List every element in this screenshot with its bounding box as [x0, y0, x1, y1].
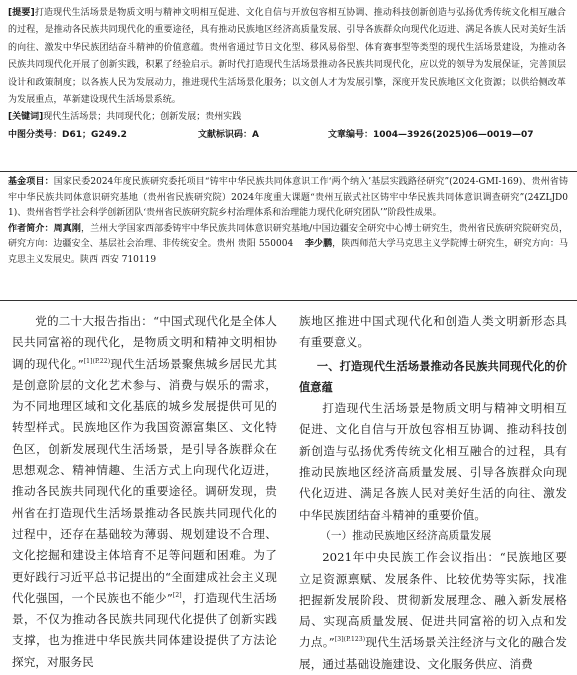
- author-info-1: ，兰州大学国家西部委铸牢中华民族共同体意识研究基地/中国边疆安全研究中心博士研究生，贵州省民族研究院研究员，研究方向：边疆安全、基层社会治理、非传统安全。贵州 贵阳 550004: [8, 223, 568, 250]
- keywords-text: 现代生活场景；共同现代化；创新发展；贵州实践: [43, 112, 242, 123]
- body-text: 2021年中央民族工作会议指出：“民族地区要立足资源禀赋、发展条件、比较优势等实际，找准把握新发展阶段、贯彻新发展理念、融入新发展格局、实现高质量发展、促进共同富裕的切入点和发力点。”: [299, 550, 567, 650]
- author-name-1: 周真刚: [53, 223, 82, 234]
- author-info-2: ，陕西师范大学马克思主义学院博士研究生，研究方向：马克思主义发展史。陕西 西安 710119: [8, 239, 568, 265]
- abstract-label: [提要]: [8, 8, 35, 18]
- body-column-left: [12, 311, 277, 673]
- author-name-2: 李少鹏: [304, 239, 333, 250]
- footnote-divider: [0, 300, 577, 301]
- fund-text: 国家民委2024年度民族研究委托项目“铸牢中华民族共同体意识工作‘两个纳入’基层实践路径研究”(2024-GMI-169)、贵州省铸牢中华民族共同体意识研究基地（贵州省民族研究院）2024年度重大课题“贵州互嵌式社区铸牢中华民族共同体意识调查研究”(24ZLJD01)、贵州省哲学社会科学创新团队‘贵州省民族研究院乡村治理体系和治理能力现代化研究团队’”阶段性成果。: [8, 177, 568, 219]
- article-number: 文章编号：1004—3926(2025)06—0019—07: [328, 130, 534, 141]
- abstract-section: [8, 5, 566, 143]
- body-paragraph: [299, 547, 567, 675]
- abstract-text: 打造现代生活场景是物质文明与精神文明相互促进、文化自信与开放包容相互协调、推动科技创新创造与弘扬优秀传统文化相互融合的过程，是推动各民族共同现代化的重要途径，具有推动民族地区经济高质量发展、引导各族群众向现代化迈进、满足各族人民对美好生活的向往、激发中华民族团结奋斗精神的价值意蕴。贵州省通过节日文化型、移风易俗型、体育赛事型等类型的现代生活场景建设，为推动各民族共同现代化开展了创新实践，积累了经验启示。新时代打造现代生活场景推动各民族共同现代化，应以党的领导为发展保证，完善顶层设计和政策制度；以各族人民为发展动力，推进现代生活场景化服务；以文创人才为发展引擎，深度开发民族地区文化资源；以供给侧改革为发展重点，革新建设现代生活场景系统。: [8, 8, 566, 106]
- footnote-section: [8, 175, 568, 269]
- classification-row: [8, 127, 566, 143]
- abstract-paragraph: [8, 5, 566, 109]
- section-heading: 一、打造现代生活场景推动各民族共同现代化的价值意蕴: [299, 359, 567, 394]
- header-divider: [0, 171, 577, 172]
- citation: [2]: [172, 592, 182, 599]
- body-paragraph: 打造现代生活场景是物质文明与精神文明相互促进、文化自信与开放包容相互协调、推动科技创新创造与弘扬优秀传统文化相互融合的过程，具有推动民族地区经济高质量发展、引导各族群众向现代化迈进、满足各族人民对美好生活的向往、激发中华民族团结奋斗精神的重要价值。: [299, 401, 567, 522]
- fund-paragraph: [8, 175, 568, 222]
- document-code: 文献标识码：A: [198, 130, 259, 141]
- body-column-right: [299, 311, 567, 675]
- body-paragraph: 族地区推进中国式现代化和创造人类文明新形态具有重要意义。: [299, 314, 567, 350]
- author-label: 作者简介：: [8, 223, 54, 234]
- citation: [1](P.22): [83, 357, 111, 365]
- body-text: ，打造现代生活场景，不仅为推动各民族共同现代化提供了创新实践支撑，也为推进中华民族共同体建设提供了方法论探究，对服务民: [12, 590, 277, 669]
- keywords-row: [8, 109, 566, 126]
- citation: [3](P.123): [334, 636, 366, 644]
- keywords-label: [关键词]: [8, 112, 44, 123]
- body-text: 现代生活场景关注经济与文化的融合发展，通过基础设施建设、文化服务供应、消费: [299, 635, 568, 671]
- clc-number: 中图分类号：D61；G249.2: [8, 130, 127, 141]
- subsection-heading: （一）推动民族地区经济高质量发展: [320, 529, 492, 542]
- author-paragraph: [8, 222, 568, 269]
- body-text: 党的二十大报告指出：“中国式现代化是全体人民共同富裕的现代化，是物质文明和精神文明相协调的现代化。”: [12, 314, 277, 371]
- body-text: 现代生活场景聚焦城乡居民尤其是创意阶层的文化艺术参与、消费与娱乐的需求，为不同地理区域和文化基底的城乡发展提供可见的转型样式。民族地区作为我国资源富集区、文化特色区，创新发展现代生活场景，是引导各族群众在思想观念、精神情趣、生活方式上向现代化迈进，推动各民族共同现代化的重要途径。调研发现，贵州省在打造现代生活场景推动各民族共同现代化的过程中，还存在基础较为薄弱、规划建设不合理、文化挖掘和建设主体培育不足等问题和困难。为了更好践行习近平总书记提出的“全面建成社会主义现代化强国，一个民族也不能少”: [12, 356, 278, 605]
- fund-label: 基金项目：: [8, 177, 54, 187]
- body-paragraph: [12, 311, 277, 673]
